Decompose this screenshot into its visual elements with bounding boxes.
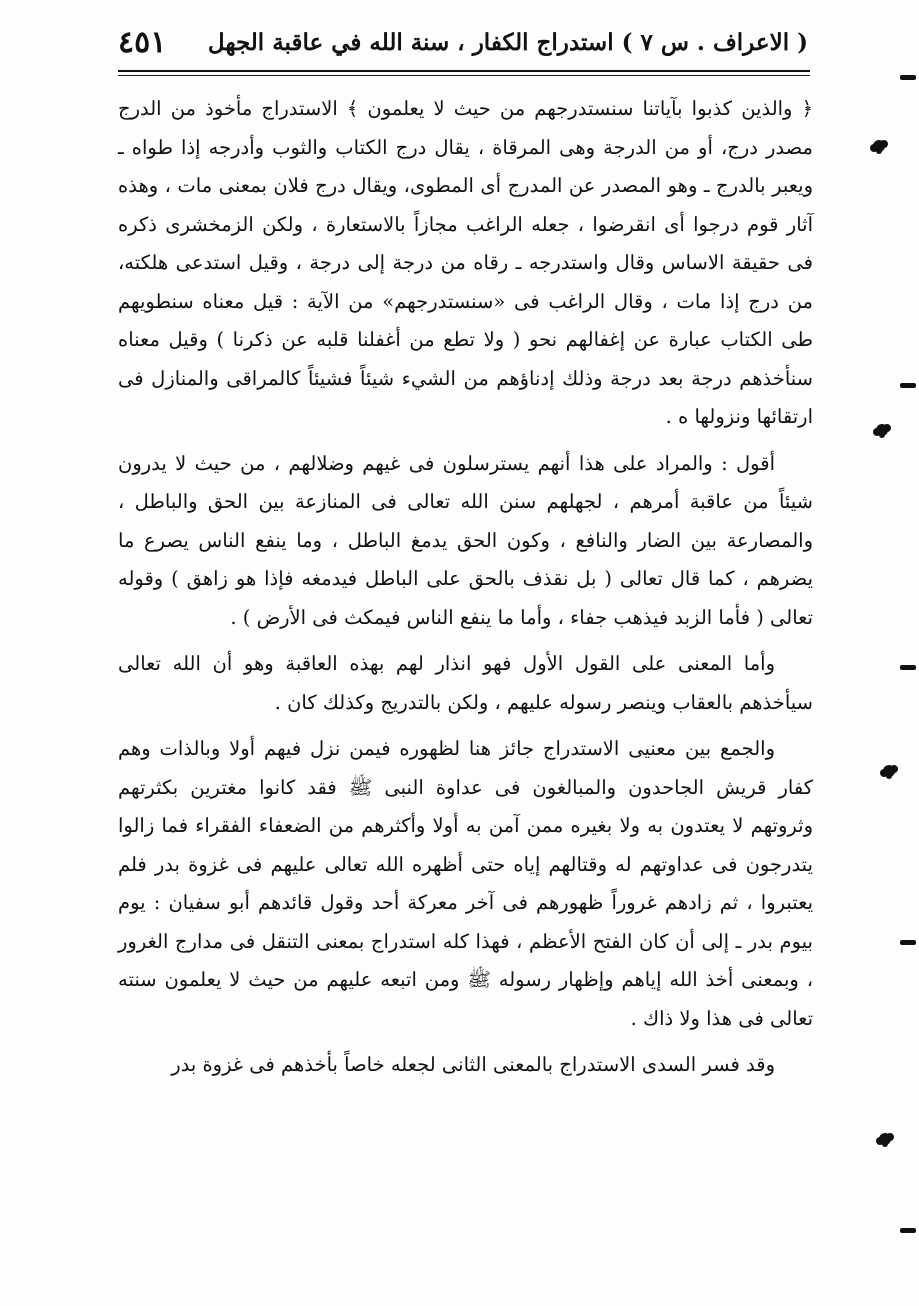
paragraph-1: ﴿ والذين كذبوا بآياتنا سنستدرجهم من حيث لا يعلمون ﴾ الاستدراج مأخوذ من الدرج مصدر درج، أو من الدرجة وهى المرقاة ، يقال درج الكتاب والثوب وأدرجه إذا طواه ـ ويعبر بالدرج ـ وهو المصدر عن المدرج أى المطوى، ويقال درج فلان بمعنى مات ، وهذه آثار قوم درجوا أى انقرضوا ، جعله الراغب مجازاً بالاستعارة ، ولكن الزمخشرى ذكره فى حقيقة الاساس وقال واستدرجه ـ رقاه من درجة إلى درجة ، وقيل استدعى هلكته، من درج إذا مات ، وقال الراغب فى «سنستدرجهم» من الآية : قيل معناه سنطويهم طى الكتاب عبارة عن إغفالهم نحو ( ولا تطع من أغفلنا قلبه عن ذكرنا ) وقيل معناه سنأخذهم درجة بعد درجة وذلك إدناؤهم من الشيء شيئاً فشيئاً كالمراقى والمنازل فى ارتقائها ونزولها ه . (118, 97, 813, 428)
margin-mark (900, 940, 916, 945)
body-text (118, 90, 813, 1085)
running-title: ( الاعراف . س ٧ ) استدراج الكفار ، سنة الله في عاقبة الجهل (207, 28, 808, 56)
page-number: ٤٥١ (118, 24, 167, 60)
margin-speck (883, 765, 895, 777)
paragraph-3: وأما المعنى على القول الأول فهو انذار لهم بهذه العاقبة وهو أن الله تعالى سيأخذهم بالعقاب وينصر رسوله عليهم ، ولكن بالتدريج وكذلك كان . (118, 652, 813, 714)
margin-mark (900, 75, 916, 80)
margin-mark (900, 665, 916, 670)
margin-mark (900, 383, 916, 388)
margin-speck (873, 140, 885, 152)
page-header (118, 14, 808, 70)
paragraph-2: أقول : والمراد على هذا أنهم يسترسلون فى غيهم وضلالهم ، من حيث لا يدرون شيئاً من عاقبة أمرهم ، لجهلهم سنن الله تعالى فى المنازعة بين الحق والباطل ، والمصارعة بين الضار والنافع ، وكون الحق يدمغ الباطل ، وما ينفع الناس يصرع ما يضرهم ، كما قال تعالى ( بل نقذف بالحق على الباطل فيدمغه فإذا هو زاهق ) وقوله تعالى ( فأما الزبد فيذهب جفاء ، وأما ما ينفع الناس فيمكث فى الأرض ) . (118, 451, 813, 629)
header-rule (118, 70, 810, 72)
header-rule-thin (118, 75, 810, 76)
margin-speck (879, 1133, 891, 1145)
margin-speck (876, 424, 888, 436)
margin-mark (900, 1228, 916, 1233)
paragraph-4: والجمع بين معنيى الاستدراج جائز هنا لظهوره فيمن نزل فيهم أولا وبالذات وهم كفار قريش الجاحدون والمبالغون فى عداوة النبى ﷺ فقد كانوا مغترين بكثرتهم وثروتهم لا يعتدون به ولا بغيره ممن آمن به أولا وأكثرهم من الضعفاء الفقراء فما زالوا يتدرجون فى عداوتهم له وقتالهم إياه حتى أظهره الله تعالى عليهم فى غزوة بدر فلم يعتبروا ، ثم زادهم غروراً ظهورهم فى آخر معركة أحد وقول قائدهم أبو سفيان : يوم بيوم بدر ـ إلى أن كان الفتح الأعظم ، فهذا كله استدراج بمعنى التنقل فى مدارج الغرور ، وبمعنى أخذ الله إياهم وإظهار رسوله ﷺ ومن اتبعه عليهم من حيث لا يعلمون سنته تعالى فى هذا ولا ذاك . (118, 737, 813, 1030)
paragraph-5: وقد فسر السدى الاستدراج بالمعنى الثانى لجعله خاصاً بأخذهم فى غزوة بدر (171, 1053, 775, 1076)
